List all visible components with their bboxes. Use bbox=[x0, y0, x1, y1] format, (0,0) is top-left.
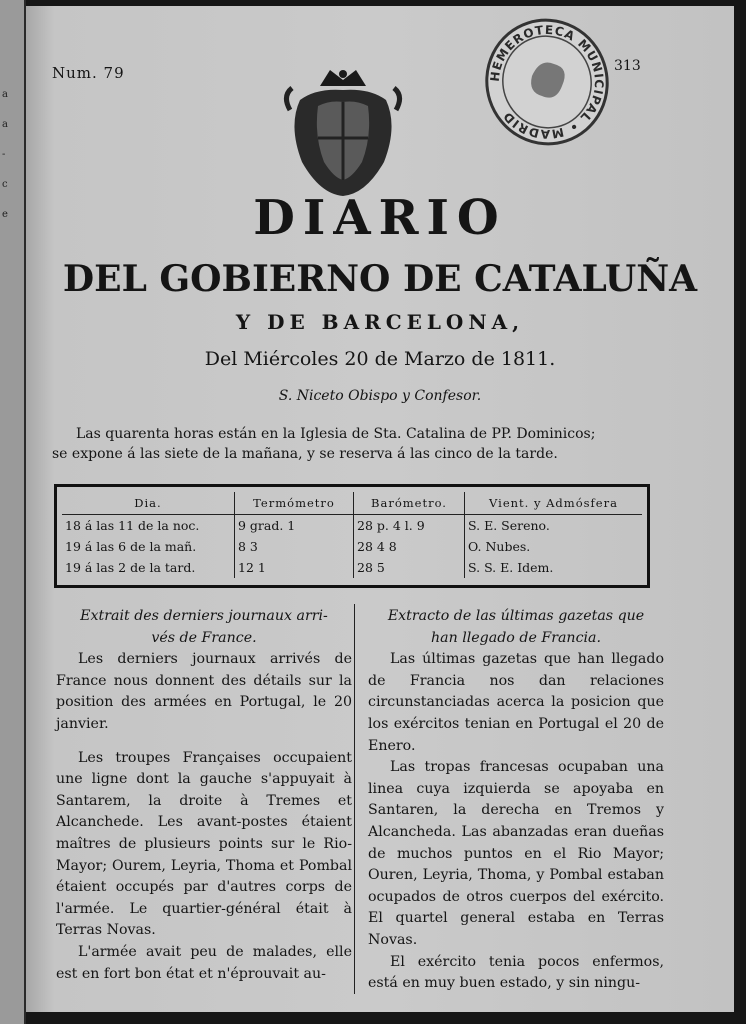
spanish-paragraph-3: El exército tenia pocos enfermos, está en muy buen estado, y sin ningu- bbox=[368, 953, 664, 992]
weather-table bbox=[54, 484, 650, 588]
previous-page-marks: a a - c e bbox=[2, 89, 8, 220]
cell-barometro: 28 p. 4 l. 9 bbox=[354, 515, 465, 537]
header-dia: Dia. bbox=[62, 492, 235, 515]
spanish-column bbox=[368, 606, 664, 995]
cell-viento: O. Nubes. bbox=[468, 539, 531, 554]
spanish-paragraph-1: Las últimas gazetas que han llegado de Francia nos dan relaciones circunstanciadas acerca la posicion que los exércitos tenian en Portugal el 20 de Enero. bbox=[368, 651, 664, 754]
column-divider bbox=[354, 604, 355, 994]
cell-barometro: 28 4 8 bbox=[354, 536, 465, 557]
previous-page-edge bbox=[0, 0, 26, 1024]
cell-viento: S. E. Sereno. bbox=[468, 518, 550, 533]
notice-line-2: se expone á las siete de la mañana, y se reserva á las cinco de la tarde. bbox=[52, 446, 558, 462]
cell-termometro: 8 3 bbox=[235, 536, 354, 557]
library-stamp bbox=[482, 16, 612, 148]
header-viento: Vient. y Admósfera bbox=[465, 492, 643, 515]
newspaper-page bbox=[26, 6, 734, 1012]
spanish-heading-1: Extracto de las últimas gazetas que bbox=[387, 608, 645, 624]
french-paragraph-3: L'armée avait peu de malades, elle est en fort bon état et n'éprouvait au- bbox=[56, 943, 352, 982]
header-barometro: Barómetro. bbox=[354, 492, 465, 515]
spanish-paragraph-2: Las tropas francesas ocupaban una linea cuya izquierda se apoyaba en Santaren, la derecha en Tremos y Alcancheda. Las abanzadas eran dueñas de muchos puntos en el Rio Mayor; Ouren, Leyria, Thoma, y Pombal estaban ocupados de otros cuerpos del exército. El quartel general estaba en Terras Novas. bbox=[368, 759, 664, 948]
cell-dia: 19 á las 2 de la tard. bbox=[62, 557, 235, 578]
masthead-subtitle: DEL GOBIERNO DE CATALUÑA bbox=[62, 258, 698, 300]
french-heading-1: Extrait des derniers journaux arri- bbox=[80, 608, 328, 624]
spanish-heading-2: han llegado de Francia. bbox=[430, 629, 602, 646]
stamp-text: HEMEROTECA MUNICIPAL • MADRID bbox=[487, 22, 607, 142]
issue-number: Num. 79 bbox=[52, 64, 125, 82]
table-row bbox=[62, 557, 642, 578]
cell-termometro: 9 grad. 1 bbox=[235, 515, 354, 537]
cell-viento: S. S. E. Idem. bbox=[468, 560, 554, 575]
french-column bbox=[56, 606, 352, 985]
coat-of-arms-icon bbox=[280, 66, 406, 198]
table-row bbox=[62, 515, 642, 537]
masthead-subtitle-2: Y DE BARCELONA, bbox=[235, 310, 525, 334]
french-heading-2: vés de France. bbox=[151, 629, 257, 646]
table-row bbox=[62, 536, 642, 557]
cell-dia: 19 á las 6 de la mañ. bbox=[62, 536, 235, 557]
notice-line-1: Las quarenta horas están en la Iglesia de Sta. Catalina de PP. Dominicos; bbox=[76, 426, 596, 442]
saint-of-day: S. Niceto Obispo y Confesor. bbox=[278, 388, 482, 404]
masthead-title: DIARIO bbox=[253, 190, 507, 246]
weather-header-row bbox=[62, 492, 642, 515]
header-termometro: Termómetro bbox=[235, 492, 354, 515]
french-paragraph-2: Les troupes Françaises occupaient une ligne dont la gauche s'appuyait à Santarem, la droite à Tremes et Alcanchede. Les avant-postes étaient maîtres de plusieurs points sur le Rio-Mayor; Ourem, Leyria, Thoma et Pombal étaient occupés par d'autres corps de l'armée. Le quartier-général était à Terras Novas. bbox=[56, 749, 352, 939]
cell-termometro: 12 1 bbox=[235, 557, 354, 578]
page-folio: 313 bbox=[614, 58, 641, 74]
issue-date: Del Miércoles 20 de Marzo de 1811. bbox=[204, 348, 556, 370]
cell-barometro: 28 5 bbox=[354, 557, 465, 578]
french-paragraph-1: Les derniers journaux arrivés de France nous donnent des détails sur la position des armées en Portugal, le 20 janvier. bbox=[56, 651, 352, 732]
cell-dia: 18 á las 11 de la noc. bbox=[62, 515, 235, 537]
